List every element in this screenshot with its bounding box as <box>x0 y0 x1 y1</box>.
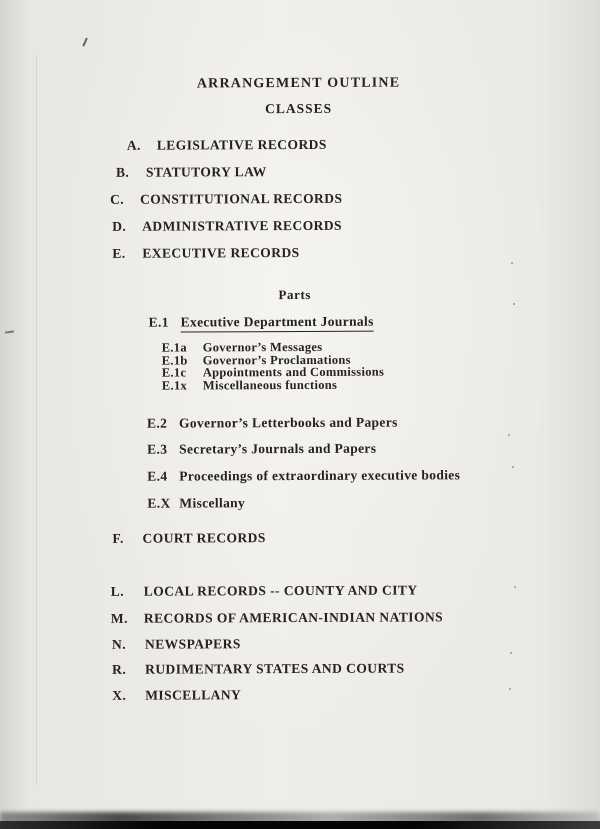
part-code: E.2 <box>147 415 168 431</box>
class-row-l <box>111 582 418 599</box>
class-letter: C. <box>110 191 125 207</box>
part-row-e2 <box>147 415 398 432</box>
part-label: Secretary’s Journals and Papers <box>179 440 377 457</box>
subpart-label: Miscellaneous functions <box>202 377 338 392</box>
part-code: E.4 <box>147 468 168 484</box>
document-title: ARRANGEMENT OUTLINE <box>196 75 401 92</box>
part-code: E.X <box>147 495 171 511</box>
class-letter: F. <box>112 530 124 546</box>
subpart-code: E.1c <box>161 365 187 380</box>
scan-bottom-edge <box>0 821 600 829</box>
class-label: RUDIMENTARY STATES AND COURTS <box>145 660 405 677</box>
class-letter: L. <box>110 583 125 599</box>
class-row-d <box>112 218 342 235</box>
subpart-row-e1x <box>162 378 384 391</box>
class-row-m <box>111 609 443 626</box>
part-row-e4 <box>147 467 460 484</box>
part-code: E.1 <box>148 314 169 330</box>
scan-speck <box>513 303 515 305</box>
scan-speck <box>511 262 513 264</box>
class-letter: D. <box>112 218 127 234</box>
part-row-ex <box>147 495 245 511</box>
subpart-code: E.1b <box>161 352 188 368</box>
part-label: Miscellany <box>179 495 246 511</box>
class-letter: B. <box>115 164 130 180</box>
class-row-r <box>112 661 405 678</box>
scan-fold-line <box>36 55 37 785</box>
class-letter: X. <box>112 687 127 703</box>
part-row-e1 <box>149 314 374 333</box>
scan-speck <box>510 652 512 654</box>
scan-speck <box>514 586 516 588</box>
subpart-code: E.1x <box>161 377 188 393</box>
subpart-label: Governor’s Proclamations <box>202 352 351 367</box>
class-label: MISCELLANY <box>145 687 242 703</box>
class-label: COURT RECORDS <box>142 530 266 546</box>
class-row-c <box>110 191 342 208</box>
class-label: CONSTITUTIONAL RECORDS <box>140 190 343 207</box>
class-label: RECORDS OF AMERICAN-INDIAN NATIONS <box>143 609 444 626</box>
part-label-underlined: Executive Department Journals <box>181 314 374 333</box>
class-row-f <box>113 530 266 547</box>
class-letter: R. <box>112 661 127 677</box>
part-label: Governor’s Letterbooks and Papers <box>179 414 398 431</box>
part-code: E.3 <box>147 441 168 457</box>
class-label: LOCAL RECORDS -- COUNTY AND CITY <box>143 582 418 599</box>
scan-speck <box>509 688 511 690</box>
class-row-x <box>112 687 241 704</box>
subpart-code: E.1a <box>161 340 187 355</box>
scan-speck <box>508 434 510 436</box>
class-label: EXECUTIVE RECORDS <box>142 245 300 261</box>
class-row-b <box>116 164 267 181</box>
class-letter: E. <box>112 245 126 261</box>
class-letter: A. <box>126 137 141 153</box>
class-letter: M. <box>110 610 128 626</box>
section-heading-classes: CLASSES <box>265 100 333 117</box>
subpart-label: Appointments and Commissions <box>202 364 385 380</box>
class-letter: N. <box>111 636 127 652</box>
class-label: LEGISLATIVE RECORDS <box>156 136 327 153</box>
subpart-row-e1c <box>162 366 384 379</box>
class-row-n <box>112 636 241 653</box>
class-label: STATUTORY LAW <box>145 164 267 180</box>
class-row-e <box>112 245 299 262</box>
part-row-e3 <box>147 441 376 458</box>
part-label: Proceedings of extraordinary executive bodies <box>179 467 461 484</box>
subpart-label: Governor’s Messages <box>202 339 323 355</box>
parts-heading: Parts <box>278 286 312 303</box>
e1-subparts <box>162 341 385 392</box>
scan-speck <box>512 466 514 468</box>
class-label: ADMINISTRATIVE RECORDS <box>142 217 343 234</box>
class-row-a <box>127 137 327 154</box>
class-label: NEWSPAPERS <box>144 636 241 652</box>
